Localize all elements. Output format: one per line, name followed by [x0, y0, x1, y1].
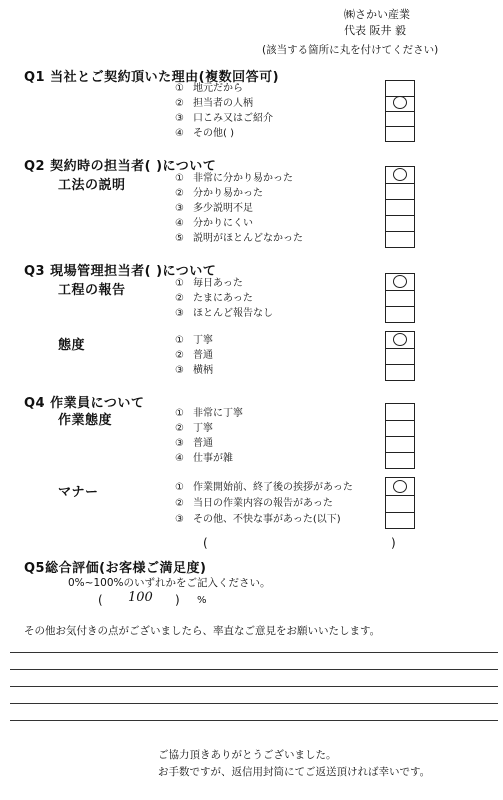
comment-line: [10, 669, 498, 670]
q1-title: Q1 当社とご契約頂いた理由(複数回答可): [24, 70, 280, 85]
q4-other-paren-open: (: [203, 536, 208, 550]
answer-circle-mark: [393, 480, 407, 493]
q3-attitude-option-3: ③ 横柄: [175, 365, 213, 376]
answer-circle-mark: [393, 333, 407, 346]
q4-manner-option-3: ③ その他、不快な事があった(以下): [175, 514, 341, 525]
q3-attitude-answer-box[interactable]: [385, 331, 415, 381]
q4-manner-option-2: ② 当日の作業内容の報告があった: [175, 498, 333, 509]
answer-circle-mark: [393, 168, 407, 181]
q5-instruction: 0%~100%のいずれかをご記入ください。: [68, 577, 271, 589]
q1-option-4: ④ その他( ): [175, 128, 234, 139]
q3-attitude-option-1: ① 丁寧: [175, 335, 213, 346]
q4-attitude-option-3: ③ 普通: [175, 438, 213, 449]
q3-title: Q3 現場管理担当者( )について: [24, 264, 217, 279]
comment-line: [10, 703, 498, 704]
q2-option-4: ④ 分かりにくい: [175, 218, 253, 229]
q3-report-label: 工程の報告: [58, 283, 126, 298]
q2-title: Q2 契約時の担当者( )について: [24, 159, 217, 174]
company-name: ㈱さかい産業: [344, 8, 410, 21]
comments-prompt: その他お気付きの点がございましたら、率直なご意見をお願いいたします。: [24, 625, 381, 637]
instruction-text: (該当する箇所に丸を付けてください): [262, 44, 439, 56]
q5-title: Q5総合評価(お客様ご満足度): [24, 561, 207, 576]
comment-line: [10, 720, 498, 721]
q1-option-2: ② 担当者の人柄: [175, 98, 253, 109]
q5-paren-close: ): [175, 593, 180, 607]
q4-attitude-option-4: ④ 仕事が雑: [175, 453, 233, 464]
q4-manner-answer-box[interactable]: [385, 477, 415, 529]
q2-option-2: ② 分かり易かった: [175, 188, 263, 199]
answer-circle-mark: [393, 96, 407, 109]
q4-attitude-label: 作業態度: [58, 413, 113, 428]
q4-manner-label: マナー: [58, 485, 99, 500]
comment-line: [10, 652, 498, 653]
comment-line: [10, 686, 498, 687]
q2-option-5: ⑤ 説明がほとんどなかった: [175, 233, 303, 244]
q3-report-answer-box[interactable]: [385, 273, 415, 323]
q3-attitude-label: 態度: [58, 338, 86, 353]
footer-request: お手数ですが、返信用封筒にてご返送頂ければ幸いです。: [158, 766, 431, 778]
footer-thanks: ご協力頂きありがとうございました。: [158, 749, 337, 761]
q2-option-3: ③ 多少説明不足: [175, 203, 253, 214]
q4-attitude-answer-box[interactable]: [385, 403, 415, 469]
q3-report-option-1: ① 毎日あった: [175, 278, 243, 289]
q1-option-3: ③ 口こみ又はご紹介: [175, 113, 273, 124]
q4-attitude-option-2: ② 丁寧: [175, 423, 213, 434]
q1-answer-box[interactable]: [385, 80, 415, 142]
q4-title: Q4 作業員について: [24, 396, 145, 411]
q5-score-value[interactable]: 100: [128, 590, 153, 605]
q3-report-option-3: ③ ほとんど報告なし: [175, 308, 273, 319]
q4-manner-option-1: ① 作業開始前、終了後の挨拶があった: [175, 482, 353, 493]
answer-circle-mark: [393, 275, 407, 288]
q3-attitude-option-2: ② 普通: [175, 350, 213, 361]
q3-report-option-2: ② たまにあった: [175, 293, 253, 304]
q4-other-paren-close: ): [391, 536, 396, 550]
q2-answer-box[interactable]: [385, 166, 415, 248]
q2-subtitle: 工法の説明: [58, 178, 126, 193]
q4-attitude-option-1: ① 非常に丁寧: [175, 408, 243, 419]
q2-option-1: ① 非常に分かり易かった: [175, 173, 293, 184]
representative-name: 代表 阪井 毅: [344, 24, 406, 37]
q1-option-1: ① 地元だから: [175, 83, 243, 94]
q5-paren-open: (: [98, 593, 103, 607]
q5-percent-unit: %: [197, 595, 207, 606]
